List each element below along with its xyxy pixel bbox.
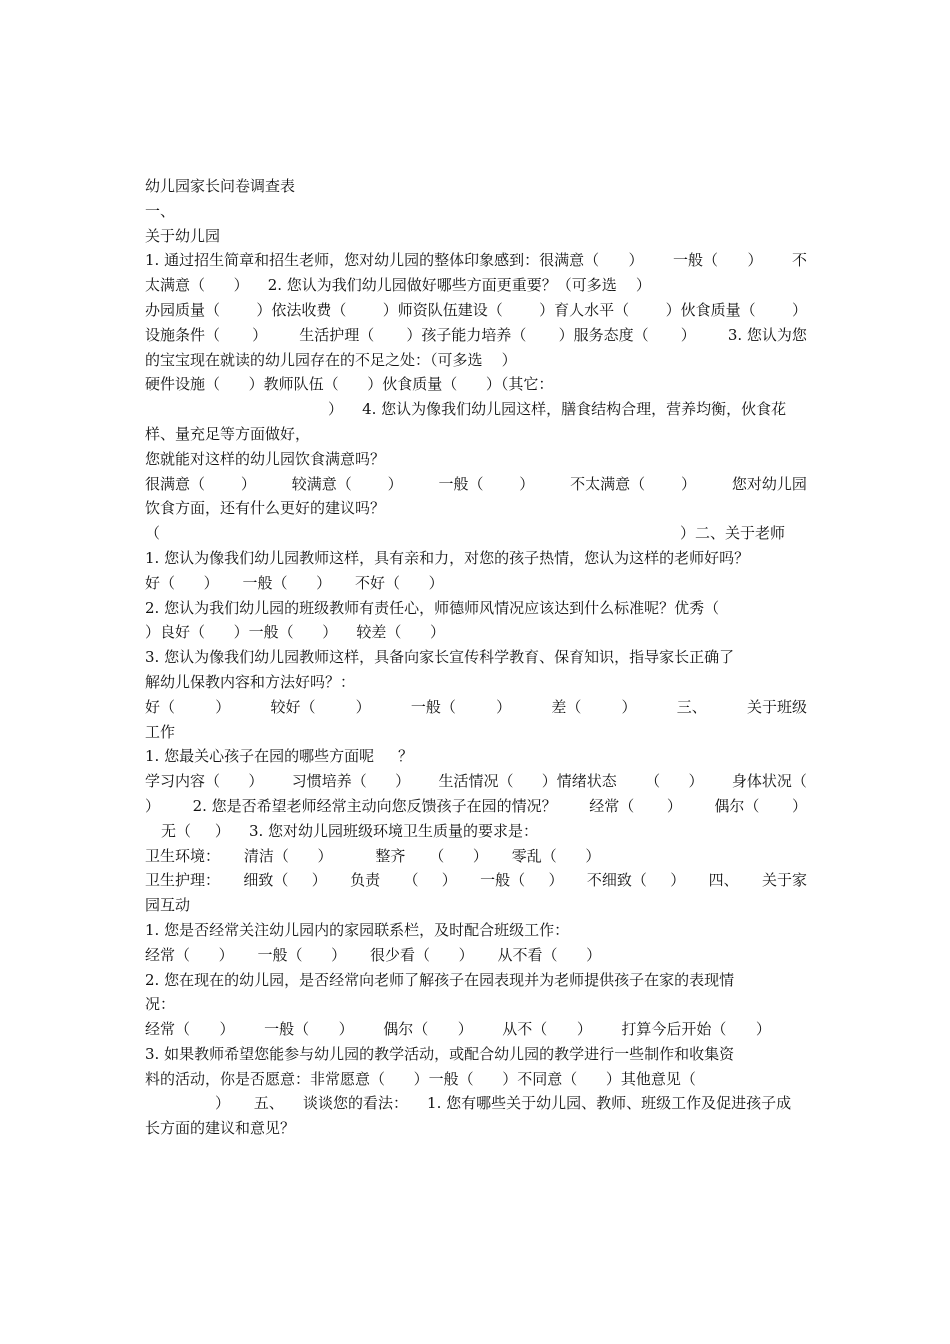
question-line [145, 868, 807, 893]
text-segment: 3. 您认为您 [727, 325, 807, 344]
text-segment: 清洁（ [243, 846, 289, 865]
text-segment: 关于班级 [746, 697, 807, 716]
text-segment: ） [218, 945, 234, 964]
text-segment: 工作 [145, 722, 176, 741]
question-line [145, 893, 807, 918]
text-segment: 1. 通过招生简章和招生老师，您对幼儿园的整体印象感到：很满意（ [145, 251, 600, 270]
text-segment: 不细致（ [586, 871, 647, 890]
text-segment: 学习内容（ [145, 772, 221, 791]
question-line [145, 794, 807, 819]
question-line [145, 397, 807, 422]
text-segment: 偶尔（ [383, 1020, 429, 1039]
text-segment: ） [233, 276, 249, 295]
text-segment: （ [429, 846, 445, 865]
text-segment: 从不（ [502, 1020, 548, 1039]
text-segment: 经常（ [589, 796, 635, 815]
question-line [145, 1067, 807, 1092]
text-segment: 很少看（ [369, 945, 430, 964]
text-segment: 三、 [676, 697, 707, 716]
text-segment: 不好（ [354, 573, 400, 592]
text-segment: ） [214, 821, 230, 840]
text-segment: 3. 您对幼儿园班级环境卫生质量的要求是： [248, 821, 539, 840]
text-segment: ） [496, 697, 512, 716]
text-segment: ） [429, 623, 445, 642]
text-segment: 1. 您认为像我们幼儿园教师这样，具有亲和力，对您的孩子热情，您认为这样的老师好吗？ [145, 548, 750, 567]
text-segment: ） [203, 573, 219, 592]
question-line [145, 1091, 807, 1116]
text-segment: ） [145, 796, 161, 815]
text-segment: 一般（ [673, 251, 719, 270]
question-line [145, 248, 807, 273]
text-segment: 经常（ [145, 945, 191, 964]
text-segment: （ [403, 871, 419, 890]
text-segment: 一般（ [438, 474, 484, 493]
text-segment: 负责 [350, 871, 381, 890]
text-segment: ） [621, 697, 637, 716]
text-segment: ） [458, 945, 474, 964]
text-segment: ）师资队伍建设（ [382, 300, 503, 319]
text-segment: 园互动 [145, 896, 191, 915]
text-segment: 细致（ [243, 871, 289, 890]
text-segment: ）良好（ [145, 623, 206, 642]
text-segment: 无（ [161, 821, 192, 840]
question-line [145, 819, 807, 844]
question-line [145, 521, 807, 546]
text-segment: 卫生护理： [145, 871, 221, 890]
text-segment: ） [338, 1020, 354, 1039]
text-segment: ） [680, 325, 696, 344]
text-segment: （ [145, 524, 161, 543]
question-line [145, 372, 807, 397]
text-segment: ） [252, 325, 268, 344]
section-heading: 关于幼儿园 [145, 226, 221, 245]
text-segment: 饮食方面，还有什么更好的建议吗？ [145, 499, 386, 518]
text-segment: 一般（ [242, 573, 288, 592]
text-segment: 一般（ [410, 697, 456, 716]
text-segment: ） [628, 251, 644, 270]
text-segment: 不 [791, 251, 807, 270]
question-line [145, 620, 807, 645]
text-segment: ） [316, 573, 332, 592]
text-segment: ）育人水平（ [539, 300, 630, 319]
text-segment: 关于家 [761, 871, 807, 890]
text-segment: ） [472, 846, 488, 865]
text-segment: 2. 您认为我们幼儿园的班级教师有责任心，师德师风情况应该达到什么标准呢？优秀（ [145, 598, 720, 617]
text-segment: 一般（ [480, 871, 526, 890]
text-segment: 生活护理（ [299, 325, 375, 344]
text-segment: 3. 如果教师希望您能参与幼儿园的教学活动，或配合幼儿园的教学进行一些制作和收集资 [145, 1044, 735, 1063]
text-segment: ？ [397, 747, 413, 766]
text-segment: ） [328, 400, 344, 419]
text-segment: 卫生环境： [145, 846, 221, 865]
question-line [145, 596, 807, 621]
question-line [145, 571, 807, 596]
text-segment: ） [791, 796, 807, 815]
text-segment: 1. 您是否经常关注幼儿园内的家园联系栏，及时配合班级工作： [145, 920, 570, 939]
text-segment: ） [519, 474, 535, 493]
text-segment: 身体状况（ [731, 772, 807, 791]
text-segment: ） [331, 945, 347, 964]
text-segment: ） [387, 474, 403, 493]
question-line [145, 744, 807, 769]
text-segment: ）不同意（ [502, 1069, 578, 1088]
text-segment: ）一般（ [233, 623, 294, 642]
question-line [145, 1042, 807, 1067]
text-segment: 您对幼儿园 [731, 474, 807, 493]
text-segment: ） [666, 796, 682, 815]
text-segment: ）情绪状态 [541, 772, 617, 791]
text-segment: ） [240, 474, 256, 493]
text-segment: 差（ [551, 697, 582, 716]
text-segment: ） [586, 945, 602, 964]
text-segment: 硬件设施（ [145, 375, 221, 394]
text-segment: ）一般（ [413, 1069, 474, 1088]
text-segment: 2. 您在现在的幼儿园，是否经常向老师了解孩子在园表现并为老师提供孩子在家的表现情 [145, 970, 735, 989]
text-segment: ） [501, 350, 517, 369]
text-segment: ） [635, 276, 651, 295]
question-line [145, 273, 807, 298]
text-segment: 的宝宝现在就读的幼儿园存在的不足之处：（可多选 [145, 350, 483, 369]
text-segment: 习惯培养（ [291, 772, 367, 791]
text-segment: ） [791, 300, 807, 319]
question-line [145, 992, 807, 1017]
question-line [145, 968, 807, 993]
text-segment: ） [576, 1020, 592, 1039]
text-segment: 很满意（ [145, 474, 206, 493]
question-line [145, 1017, 807, 1042]
text-segment: ） [747, 251, 763, 270]
text-segment: ）伙食质量（ [367, 375, 458, 394]
text-segment: ） [317, 846, 333, 865]
text-segment: 生活情况（ [438, 772, 514, 791]
text-segment: ）教师队伍（ [248, 375, 339, 394]
text-segment: 好（ [145, 697, 176, 716]
text-segment: ） [428, 573, 444, 592]
text-segment: （ [645, 772, 661, 791]
text-segment: 一般（ [257, 945, 303, 964]
text-segment: 2. 您认为我们幼儿园做好哪些方面更重要？（可多选 [267, 276, 617, 295]
text-segment: 经常（ [145, 1020, 191, 1039]
text-segment: 从不看（ [497, 945, 558, 964]
text-segment: ） [548, 871, 564, 890]
question-line [145, 472, 807, 497]
text-segment: 您就能对这样的幼儿园饮食满意吗？ [145, 449, 386, 468]
question-line [145, 1116, 807, 1141]
text-segment: ） [215, 1094, 231, 1113]
text-segment: 1. 您有哪些关于幼儿园、教师、班级工作及促进孩子成 [427, 1094, 792, 1113]
question-line [145, 348, 807, 373]
text-segment: 谈谈您的看法： [302, 1094, 408, 1113]
text-segment: 1. 您最关心孩子在园的哪些方面呢 [145, 747, 375, 766]
text-segment: 四、 [708, 871, 739, 890]
text-segment: 样、量充足等方面做好， [145, 424, 311, 443]
text-segment: ） [355, 697, 371, 716]
text-segment: ） [248, 772, 264, 791]
text-segment: 4. 您认为像我们幼儿园这样，膳食结构合理，营养均衡，伙食花 [362, 400, 787, 419]
question-line [145, 695, 807, 720]
text-segment: ） [219, 1020, 235, 1039]
text-segment: ） [441, 871, 457, 890]
question-line [145, 323, 807, 348]
text-segment: 整齐 [375, 846, 406, 865]
text-segment: ） [457, 1020, 473, 1039]
text-segment: 2. 您是否希望老师经常主动向您反馈孩子在园的情况？ [192, 796, 557, 815]
text-segment: 办园质量（ [145, 300, 221, 319]
text-segment: 不太满意（ [570, 474, 646, 493]
text-segment: 太满意（ [145, 276, 206, 295]
text-segment: ）孩子能力培养（ [406, 325, 527, 344]
text-segment: ） [755, 1020, 771, 1039]
questionnaire-document [145, 174, 807, 1141]
text-segment: ） [688, 772, 704, 791]
question-line [145, 422, 807, 447]
text-segment: ）其他意见（ [605, 1069, 696, 1088]
document-title: 幼儿园家长问卷调查表 [145, 177, 296, 195]
question-line [145, 670, 807, 695]
text-segment: 五、 [253, 1094, 284, 1113]
question-line [145, 447, 807, 472]
question-line [145, 844, 807, 869]
text-segment: ） [395, 772, 411, 791]
text-segment: ） [322, 623, 338, 642]
text-segment: ）依法收费（ [256, 300, 347, 319]
text-segment: 况： [145, 995, 176, 1014]
question-line [145, 298, 807, 323]
question-line [145, 769, 807, 794]
question-line [145, 943, 807, 968]
text-segment: ）服务态度（ [558, 325, 649, 344]
text-segment: 料的活动，你是否愿意：非常愿意（ [145, 1069, 386, 1088]
text-segment: ）（其它： [485, 375, 554, 394]
text-segment: ）伙食质量（ [665, 300, 756, 319]
text-segment: 偶尔（ [714, 796, 760, 815]
question-line [145, 645, 807, 670]
text-segment: 较差（ [356, 623, 402, 642]
section-number: 一、 [145, 201, 176, 220]
question-line [145, 918, 807, 943]
text-segment: 长方面的建议和意见？ [145, 1119, 296, 1138]
text-segment: 解幼儿保教内容和方法好吗？： [145, 672, 356, 691]
text-segment: 打算今后开始（ [621, 1020, 727, 1039]
text-segment: ） [215, 697, 231, 716]
text-segment: 一般（ [264, 1020, 310, 1039]
text-segment: 3. 您认为像我们幼儿园教师这样，具备向家长宣传科学教育、保育知识，指导家长正确了 [145, 648, 735, 667]
text-segment: 设施条件（ [145, 325, 221, 344]
text-segment: ） [585, 846, 601, 865]
question-line [145, 546, 807, 571]
text-segment: 较满意（ [291, 474, 352, 493]
text-segment: 好（ [145, 573, 176, 592]
question-line [145, 496, 807, 521]
text-segment: 较好（ [270, 697, 316, 716]
text-segment: ）二、关于老师 [679, 524, 785, 543]
question-line [145, 720, 807, 745]
text-segment: ） [681, 474, 697, 493]
text-segment: 零乱（ [511, 846, 557, 865]
text-segment: ） [670, 871, 686, 890]
text-segment: ） [311, 871, 327, 890]
